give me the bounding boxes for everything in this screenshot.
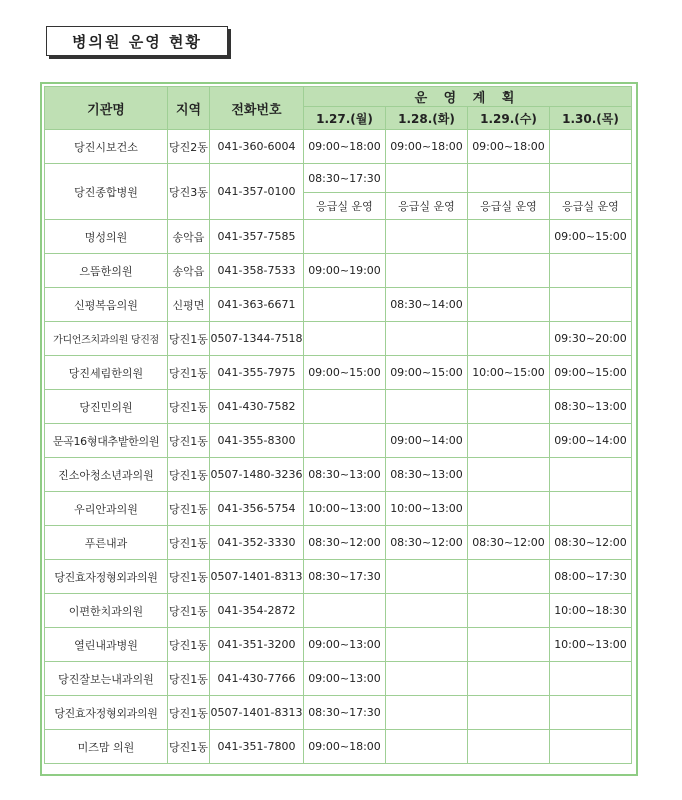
facility-name: 당진종합병원 — [45, 164, 168, 220]
hours-cell — [304, 220, 386, 254]
region: 당진1동 — [168, 390, 210, 424]
region: 당진1동 — [168, 458, 210, 492]
hours-cell: 09:00~15:00 — [550, 356, 632, 390]
phone: 041-355-8300 — [210, 424, 304, 458]
phone: 041-360-6004 — [210, 130, 304, 164]
hours-cell — [386, 322, 468, 356]
facility-name: 문곡16형대추밭한의원 — [45, 424, 168, 458]
hours-cell: 09:00~13:00 — [304, 662, 386, 696]
region: 당진1동 — [168, 628, 210, 662]
phone: 041-358-7533 — [210, 254, 304, 288]
hours-cell: 09:00~13:00 — [304, 628, 386, 662]
hours-cell — [468, 492, 550, 526]
facility-name: 당진시보건소 — [45, 130, 168, 164]
hours-cell — [468, 662, 550, 696]
hours-cell: 10:00~13:00 — [304, 492, 386, 526]
hours-cell — [550, 130, 632, 164]
header-plan: 운 영 계 획 — [304, 87, 632, 107]
hours-cell — [304, 424, 386, 458]
hours-cell — [386, 696, 468, 730]
hours-cell: 09:00~18:00 — [468, 130, 550, 164]
facility-name: 우리안과의원 — [45, 492, 168, 526]
hours-cell: 08:30~17:30 — [304, 560, 386, 594]
hours-cell — [550, 164, 632, 193]
table-row — [45, 220, 632, 254]
hours-cell — [386, 220, 468, 254]
hours-cell — [468, 594, 550, 628]
region: 당진1동 — [168, 730, 210, 764]
hours-cell: 응급실 운영 — [304, 193, 386, 220]
hours-cell — [386, 390, 468, 424]
hours-cell — [386, 560, 468, 594]
table-row — [45, 390, 632, 424]
hours-cell — [468, 164, 550, 193]
hours-cell: 09:00~15:00 — [550, 220, 632, 254]
table-row — [45, 322, 632, 356]
hours-cell: 10:00~13:00 — [386, 492, 468, 526]
hours-cell: 08:30~17:30 — [304, 696, 386, 730]
hours-cell: 08:30~17:30 — [304, 164, 386, 193]
phone: 041-363-6671 — [210, 288, 304, 322]
hours-cell: 08:30~14:00 — [386, 288, 468, 322]
hours-cell — [550, 458, 632, 492]
table-row — [45, 492, 632, 526]
table-row — [45, 356, 632, 390]
region: 당진2동 — [168, 130, 210, 164]
hours-cell — [468, 628, 550, 662]
header-name: 기관명 — [45, 87, 168, 130]
phone: 041-352-3330 — [210, 526, 304, 560]
hours-cell — [468, 322, 550, 356]
region: 신평면 — [168, 288, 210, 322]
hours-cell — [468, 696, 550, 730]
facility-name: 당진잘보는내과의원 — [45, 662, 168, 696]
hours-cell: 10:00~15:00 — [468, 356, 550, 390]
region: 당진1동 — [168, 424, 210, 458]
phone: 0507-1401-8313 — [210, 696, 304, 730]
hours-cell — [550, 254, 632, 288]
phone: 041-354-2872 — [210, 594, 304, 628]
phone: 041-351-7800 — [210, 730, 304, 764]
hours-cell — [550, 696, 632, 730]
table-row — [45, 288, 632, 322]
hours-cell — [304, 594, 386, 628]
table-row — [45, 696, 632, 730]
hours-cell — [386, 164, 468, 193]
table-row — [45, 730, 632, 764]
header-date: 1.28.(화) — [386, 107, 468, 130]
facility-name: 명성의원 — [45, 220, 168, 254]
hours-cell — [550, 288, 632, 322]
region: 당진1동 — [168, 356, 210, 390]
facility-name: 으뜸한의원 — [45, 254, 168, 288]
operation-table — [44, 86, 632, 764]
table-row — [45, 164, 632, 193]
phone: 0507-1344-7518 — [210, 322, 304, 356]
table-row — [45, 628, 632, 662]
hours-cell — [386, 254, 468, 288]
facility-name: 당진민의원 — [45, 390, 168, 424]
region: 송악읍 — [168, 254, 210, 288]
hours-cell — [304, 390, 386, 424]
hours-cell: 응급실 운영 — [550, 193, 632, 220]
region: 송악읍 — [168, 220, 210, 254]
phone: 041-357-7585 — [210, 220, 304, 254]
hours-cell: 08:30~13:00 — [550, 390, 632, 424]
phone: 041-351-3200 — [210, 628, 304, 662]
table-row — [45, 560, 632, 594]
phone: 041-357-0100 — [210, 164, 304, 220]
hours-cell — [468, 390, 550, 424]
hours-cell — [550, 492, 632, 526]
facility-name: 당진효자정형외과의원 — [45, 696, 168, 730]
table-row — [45, 526, 632, 560]
facility-name: 가디언즈치과의원 당진점 — [45, 322, 168, 356]
hours-cell: 08:30~12:00 — [386, 526, 468, 560]
header-date: 1.29.(수) — [468, 107, 550, 130]
hours-cell — [468, 560, 550, 594]
facility-name: 푸른내과 — [45, 526, 168, 560]
phone: 041-430-7766 — [210, 662, 304, 696]
hours-cell: 응급실 운영 — [386, 193, 468, 220]
hours-cell: 08:30~13:00 — [304, 458, 386, 492]
facility-name: 미즈맘 의원 — [45, 730, 168, 764]
facility-name: 열린내과병원 — [45, 628, 168, 662]
phone: 041-355-7975 — [210, 356, 304, 390]
region: 당진1동 — [168, 594, 210, 628]
phone: 041-356-5754 — [210, 492, 304, 526]
hours-cell — [468, 424, 550, 458]
hours-cell — [304, 288, 386, 322]
hours-cell: 09:00~18:00 — [304, 130, 386, 164]
facility-name: 당진효자정형외과의원 — [45, 560, 168, 594]
hours-cell: 08:00~17:30 — [550, 560, 632, 594]
header-date: 1.27.(월) — [304, 107, 386, 130]
hours-cell — [468, 730, 550, 764]
header-phone: 전화번호 — [210, 87, 304, 130]
hours-cell — [386, 594, 468, 628]
hours-cell: 08:30~13:00 — [386, 458, 468, 492]
hours-cell: 09:00~15:00 — [386, 356, 468, 390]
table-row — [45, 594, 632, 628]
hours-cell — [468, 220, 550, 254]
region: 당진3동 — [168, 164, 210, 220]
hours-cell — [386, 628, 468, 662]
hours-cell: 08:30~12:00 — [304, 526, 386, 560]
region: 당진1동 — [168, 322, 210, 356]
hours-cell: 09:00~14:00 — [550, 424, 632, 458]
hours-cell — [468, 254, 550, 288]
hours-cell: 08:30~12:00 — [468, 526, 550, 560]
hours-cell — [468, 458, 550, 492]
hours-cell — [386, 730, 468, 764]
table-row — [45, 424, 632, 458]
hours-cell: 09:00~15:00 — [304, 356, 386, 390]
phone: 0507-1480-3236 — [210, 458, 304, 492]
region: 당진1동 — [168, 696, 210, 730]
table-row — [45, 130, 632, 164]
hours-cell: 08:30~12:00 — [550, 526, 632, 560]
table-row — [45, 662, 632, 696]
table-row — [45, 458, 632, 492]
hours-cell — [304, 322, 386, 356]
hours-cell: 09:00~14:00 — [386, 424, 468, 458]
region: 당진1동 — [168, 492, 210, 526]
facility-name: 당진세림한의원 — [45, 356, 168, 390]
phone: 0507-1401-8313 — [210, 560, 304, 594]
hours-cell: 09:30~20:00 — [550, 322, 632, 356]
hours-cell: 09:00~18:00 — [304, 730, 386, 764]
hours-cell: 응급실 운영 — [468, 193, 550, 220]
page-title: 병의원 운영 현황 — [46, 26, 228, 56]
facility-name: 이편한치과의원 — [45, 594, 168, 628]
region: 당진1동 — [168, 662, 210, 696]
hours-cell — [550, 730, 632, 764]
region: 당진1동 — [168, 526, 210, 560]
hours-cell: 10:00~13:00 — [550, 628, 632, 662]
facility-name: 신평복음의원 — [45, 288, 168, 322]
hours-cell — [550, 662, 632, 696]
header-date: 1.30.(목) — [550, 107, 632, 130]
phone: 041-430-7582 — [210, 390, 304, 424]
hours-cell: 09:00~18:00 — [386, 130, 468, 164]
table-row — [45, 254, 632, 288]
header-region: 지역 — [168, 87, 210, 130]
hours-cell — [386, 662, 468, 696]
region: 당진1동 — [168, 560, 210, 594]
hours-cell: 10:00~18:30 — [550, 594, 632, 628]
hours-cell — [468, 288, 550, 322]
hours-cell: 09:00~19:00 — [304, 254, 386, 288]
facility-name: 진소아청소년과의원 — [45, 458, 168, 492]
